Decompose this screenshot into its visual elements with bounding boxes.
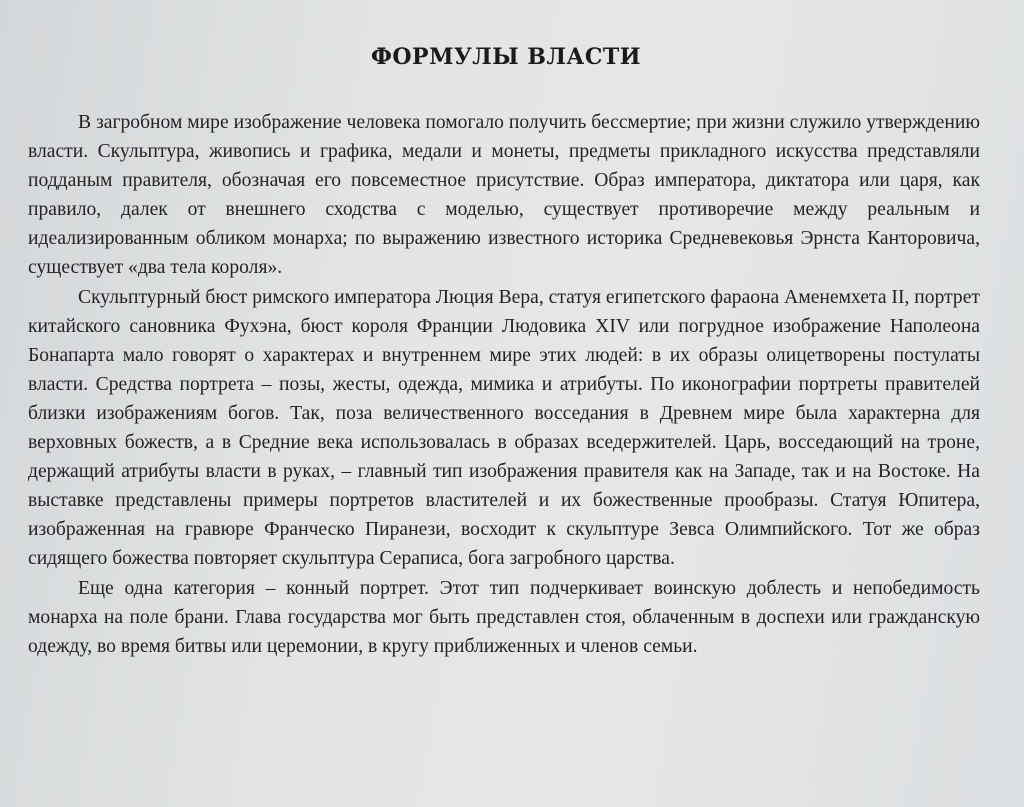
paragraph-3: Еще одна категория – конный портрет. Этот тип подчеркивает воинскую доблесть и непобедимость монарха на поле брани. Глава государства мог быть представлен стоя, облаченным в доспехи или гражданскую одежду, во время битвы или церемонии, в кругу приближенных и членов семьи. <box>28 577 980 657</box>
paragraph-2: Скульптурный бюст римского императора Люция Вера, статуя египетского фараона Аменемхета II, портрет китайского сановника Фухэна, бюст короля Франции Людовика XIV или погрудное изображение Наполеона Бонапарта мало говорят о характерах и внутреннем мире этих людей: в их образы олицетворены постулаты власти. Средства портрета – позы, жесты, одежда, мимика и атрибуты. По иконографии портреты правителей близки изображениям богов. Так, поза величественного восседания в Древнем мире была характерна для верховных божеств, а в Средние века использовалась в образах вседержителей. Царь, восседающий на троне, держащий атрибуты власти в руках, – главный тип изображения правителя как на Западе, так и на Востоке. На выставке представлены примеры портретов властителей и их божественные прообразы. Статуя Юпитера, изображенная на гравюре Франческо Пиранези, восходит к скульптуре Зевса Олимпийского. Тот же образ сидящего божества повторяет скульптура Сераписа, бога загробного царства. <box>28 286 980 570</box>
paragraph-1: В загробном мире изображение человека помогало получить бессмертие; при жизни служило утверждению власти. Скульптура, живопись и графика, медали и монеты, предметы прикладного искусства представляли подданым правителя, обозначая его повсеместное присутствие. Образ императора, диктатора или царя, как правило, далек от внешнего сходства с моделью, существует противоречие между реальным и идеализированным обликом монарха; по выражению известного историка Средневековья Эрнста Канторовича, существует «два тела короля». <box>28 112 980 279</box>
body-text <box>28 108 980 661</box>
page-title: ФОРМУЛЫ ВЛАСТИ <box>371 44 641 70</box>
